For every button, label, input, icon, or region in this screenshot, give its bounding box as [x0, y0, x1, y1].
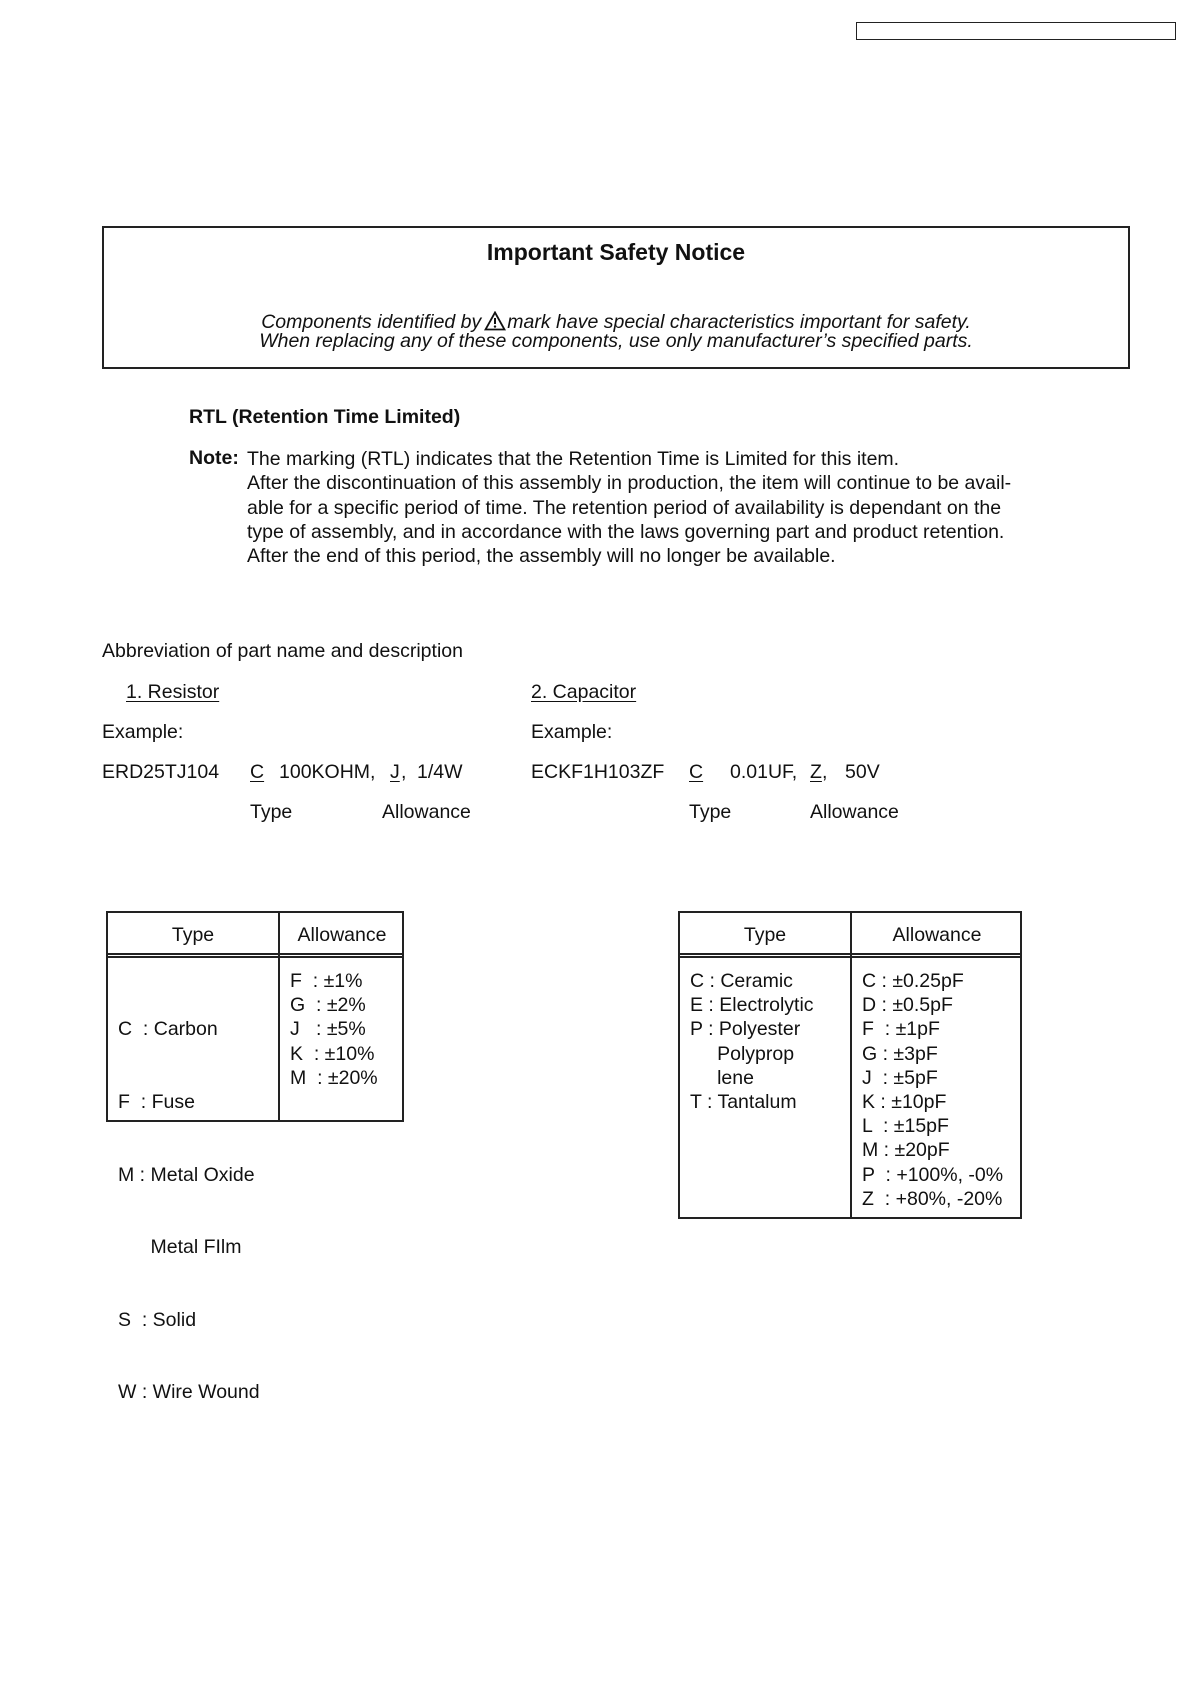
abbreviation-heading: Abbreviation of part name and description — [102, 640, 463, 662]
table-cell: Z : +80%, -20% — [862, 1187, 1003, 1210]
capacitor-table-allowance-header: Allowance — [892, 924, 982, 946]
resistor-allowance-list — [290, 969, 378, 1090]
resistor-rating-separator: , — [401, 761, 407, 783]
table-cell: F : Fuse — [118, 1091, 195, 1113]
safety-notice-line-2: When replacing any of these components, use only manufacturer’s specified parts. — [259, 330, 973, 352]
table-cell: T : Tantalum — [690, 1090, 797, 1113]
resistor-part-number: ERD25TJ104 — [102, 761, 220, 783]
note-line: able for a specific period of time. The retention period of availability is dependant on the — [247, 496, 1002, 519]
capacitor-rating-separator: , — [822, 761, 828, 783]
resistor-example-label: Example: — [102, 721, 184, 743]
resistor-table — [106, 911, 404, 1404]
table-cell: F : ±1pF — [862, 1018, 940, 1041]
capacitor-table-type-header: Type — [743, 924, 787, 946]
safety-notice-line-1-end: mark have special characteristics important for safety. — [507, 311, 971, 333]
capacitor-allowance-code: Z — [810, 761, 822, 783]
table-cell: M : ±20% — [290, 1066, 378, 1089]
capacitor-rating: 50V — [845, 761, 880, 783]
resistor-section-title: 1. Resistor — [126, 681, 220, 703]
table-cell: E : Electrolytic — [690, 994, 814, 1017]
table-cell: K : ±10pF — [862, 1090, 947, 1113]
capacitor-type-caption: Type — [689, 801, 732, 823]
table-cell: F : ±1% — [290, 970, 363, 992]
table-cell: P : +100%, -0% — [862, 1163, 1004, 1186]
resistor-type-code: C — [250, 761, 265, 783]
table-cell: Polyprop — [690, 1042, 795, 1065]
capacitor-type-list — [690, 969, 814, 1114]
table-cell: C : ±0.25pF — [862, 970, 964, 992]
table-cell: K : ±10% — [290, 1042, 375, 1065]
note-line: The marking (RTL) indicates that the Retention Time is Limited for this item. — [247, 448, 900, 470]
note-label: Note: — [189, 447, 239, 469]
table-cell: J : ±5% — [290, 1018, 366, 1041]
note-line: type of assembly, and in accordance with the laws governing part and product retention. — [247, 520, 1005, 543]
safety-notice-line-1-start: Components identified by — [261, 311, 482, 333]
table-cell: lene — [690, 1066, 754, 1089]
table-cell: S : Solid — [118, 1308, 197, 1331]
resistor-table-type-header: Type — [171, 924, 215, 946]
capacitor-part-number: ECKF1H103ZF — [531, 761, 665, 783]
resistor-value: 100KOHM, — [279, 761, 376, 783]
table-cell: W : Wire Wound — [118, 1381, 260, 1404]
capacitor-allowance-caption: Allowance — [810, 801, 899, 823]
resistor-rating: 1/4W — [417, 761, 463, 783]
capacitor-table-divider — [850, 913, 852, 1217]
rtl-title: RTL (Retention Time Limited) — [189, 406, 461, 428]
table-cell: L : ±15pF — [862, 1115, 949, 1138]
resistor-allowance-code: J — [390, 761, 400, 783]
table-cell: M : ±20pF — [862, 1139, 950, 1162]
resistor-allowance-caption: Allowance — [382, 801, 471, 823]
table-cell: D : ±0.5pF — [862, 994, 953, 1017]
note-line: After the end of this period, the assembly will no longer be available. — [247, 545, 836, 568]
table-cell: G : ±3pF — [862, 1042, 938, 1065]
safety-notice-title: Important Safety Notice — [486, 239, 746, 265]
resistor-table-allowance-header: Allowance — [297, 924, 387, 946]
capacitor-table — [678, 911, 1022, 1219]
resistor-type-caption: Type — [250, 801, 293, 823]
table-cell: J : ±5pF — [862, 1066, 938, 1089]
capacitor-example-label: Example: — [531, 721, 613, 743]
capacitor-section-title: 2. Capacitor — [531, 681, 637, 703]
note-text — [247, 447, 1045, 568]
capacitor-allowance-list — [862, 969, 1003, 1211]
note-line: After the discontinuation of this assembly in production, the item will continue to be avail- — [247, 472, 1012, 495]
header-box — [856, 22, 1176, 40]
resistor-type-list — [118, 969, 260, 1453]
capacitor-value: 0.01UF, — [730, 761, 798, 783]
table-cell: C : Ceramic — [690, 970, 793, 992]
table-cell: Metal FIlm — [118, 1236, 242, 1259]
capacitor-type-code: C — [689, 761, 704, 783]
table-cell: C : Carbon — [118, 1018, 218, 1041]
safety-notice-box — [102, 226, 1130, 369]
table-cell: M : Metal Oxide — [118, 1163, 255, 1186]
table-cell: G : ±2% — [290, 994, 366, 1017]
table-cell: P : Polyester — [690, 1018, 801, 1041]
